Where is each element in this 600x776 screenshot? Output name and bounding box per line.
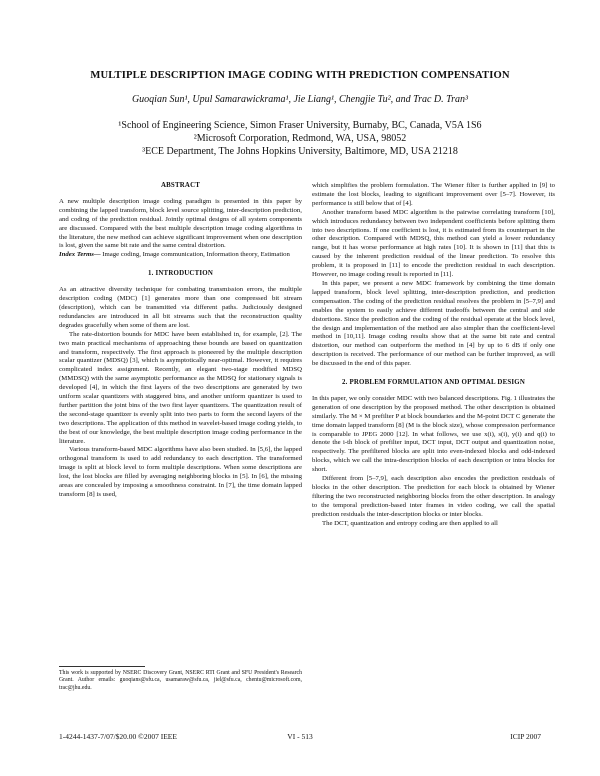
footer-copyright: 1-4244-1437-7/07/$20.00 ©2007 IEEE xyxy=(59,732,177,741)
affiliation-2: ²Microsoft Corporation, Redmond, WA, USA, 98052 xyxy=(193,133,407,144)
intro-paragraph-1: As an attractive diversity technique for combating transmission errors, the multiple description coding (MDC) [1] generates more than one compressed bit stream (description), which can be transmitted via different paths. Judiciously designed redundancies are introduced in all bit streams such that the reconstruction quality degrades gracefully when some of them are lost. xyxy=(59,286,302,329)
footer-conference: ICIP 2007 xyxy=(510,732,541,741)
paper-title: MULTIPLE DESCRIPTION IMAGE CODING WITH PREDICTION COMPENSATION xyxy=(90,70,510,81)
footnote: This work is supported by NSERC Discovery Grant, NSERC RTI Grant and SFU President's Research Grant. Author emails: guoqians@sfu.ca, usamaraw@sfu.ca, jiel@sfu.ca, chentu@microsoft.com, trac@jhu.edu. xyxy=(59,670,302,691)
section2-heading: 2. PROBLEM FORMULATION AND OPTIMAL DESIGN xyxy=(341,379,526,387)
intro-paragraph-2: The rate-distortion bounds for MDC have been established in, for example, [2]. The two main practical mechanisms of approaching these bounds are based on quantization and transform, respectively. The first approach is pioneered by the multiple description scalar quantizer (MDSQ) [3], which is asymptotically near-optimal. However, it requires complicated index assignment. Recently, an elegant two-stage modified MDSQ (MMDSQ) with the same asymptotic performance as the MDSQ for stationary signals is developed [4], in which the first layers of the two descriptions are generated by two uniform scalar quantizers with staggered bins, and another uniform quantizer is used to further partition the joint bins of the two first layer quantizers. The quantization result of the second-stage quantizer is evenly split into two parts to form the second layers of the two descriptions. The application of this method in wavelet-based image coding yields, to the best of our knowledge, the best multiple description image coding performance in the literature. xyxy=(59,330,302,445)
right-paragraph-3: In this paper, we present a new MDC framework by combining the time domain lapped transform, block level splitting, inter-description prediction, and prediction compensation. The coding of the prediction residual resolves the problem in [5–7,9] and enables the system to easily achieve different tradeoffs between the central and side distortions. Since the prediction and the coding of the residual operate at the block level, the design and implementation of the method are also simpler than the coefficient-level method in [10,11]. Image coding results show that at the same bit rate and central distortion, our method can outperform the method in [4] by up to 6 dB if only one description is received. The performance of our method can be further improved, as will be discussed in the end of this paper. xyxy=(312,279,555,368)
footnote-rule xyxy=(59,666,145,667)
abstract-section xyxy=(59,182,302,260)
affiliation-3: ³ECE Department, The Johns Hopkins University, Baltimore, MD, USA 21218 xyxy=(142,146,458,157)
index-terms xyxy=(59,251,302,260)
index-terms-text: Image coding, Image communication, Information theory, Estimation xyxy=(100,251,290,259)
sec2-paragraph-2: Different from [5–7,9], each description also encodes the prediction residuals of blocks in the other description. The prediction for each block is obtained by Wiener filtering the two reconstructed neighboring blocks from the other description. In analogy to the temporal prediction-based inter frames in video coding, we call the spatial prediction residuals the inter-description blocks or inter blocks. xyxy=(312,475,555,518)
abstract-text: A new multiple description image coding paradigm is presented in this paper by combining the lapped transform, block level source splitting, inter-description prediction, and coding of the prediction residual. Jointly optimal designs of all system components are discussed. Compared with the best multiple description image coding algorithms in the literature, the new method can achieve significant improvement when one description is lost, given the same bit rate and the same central distortion. xyxy=(59,197,302,250)
intro-paragraph-3: Various transform-based MDC algorithms have also been studied. In [5,6], the lapped orthogonal transform is used to add redundancy to each description. The transformed image is split at block level to form multiple descriptions. When some descriptions are lost, the lost blocks are filled by averaging neighboring blocks in [5]. In [6], the missing areas are concealed by imposing a smoothness constraint. In [7], the time domain lapped transform [8] is used, xyxy=(59,446,302,498)
abstract-heading: ABSTRACT xyxy=(160,182,201,189)
footer-page-number: VI - 513 xyxy=(287,732,313,741)
intro-heading: 1. INTRODUCTION xyxy=(147,270,214,278)
right-paragraph-1: which simplifies the problem formulation. The Wiener filter is further applied in [9] to estimate the lost blocks, leading to significant improvement over [5–7]. However, its performance is still below that of [4]. xyxy=(312,182,555,207)
left-column xyxy=(59,182,302,500)
right-paragraph-2: Another transform based MDC algorithm is the pairwise correlating transform [10], which introduces redundancy between two independent coefficients before splitting them into two descriptions. If one coefficient is lost, it is estimated from its counterpart in the other description. Compared with MDSQ, this method can yield a lower redundancy range, but it has worse performance at high rates [10]. It is shown in [11] that this is caused by the inherent prediction residual of the linear prediction. To resolve this problem, it is proposed in [11] to encode the prediction residual in each description. However, no image coding result is reported in [11]. xyxy=(312,208,555,279)
sec2-paragraph-1: In this paper, we only consider MDC with two balanced descriptions. Fig. 1 illustrates the generation of one description by the proposed method. The other description is obtained similarly. The M × M prefilter P at block boundaries and the M-point DCT C generate the time domain lapped transform [8] (M is the block size), whose compression performance is comparable to JPEG 2000 [12]. In what follows, we use x(i), s(i), y(i) and q(i) to denote the i-th block of prefilter input, DCT input, DCT output and quantization noise, respectively. The prefiltered blocks are split into even-indexed blocks and odd-indexed blocks, which we call the intra-description blocks of each description or intra blocks for short. xyxy=(312,394,555,474)
sec2-paragraph-3: The DCT, quantization and entropy coding are then applied to all xyxy=(322,519,498,527)
right-column xyxy=(312,182,555,529)
index-terms-label: Index Terms— xyxy=(59,251,101,259)
author-list: Guoqian Sun¹, Upul Samarawickrama¹, Jie Liang¹, Chengjie Tu², and Trac D. Tran³ xyxy=(131,94,469,105)
affiliation-1: ¹School of Engineering Science, Simon Fraser University, Burnaby, BC, Canada, V5A 1S6 xyxy=(118,120,482,131)
